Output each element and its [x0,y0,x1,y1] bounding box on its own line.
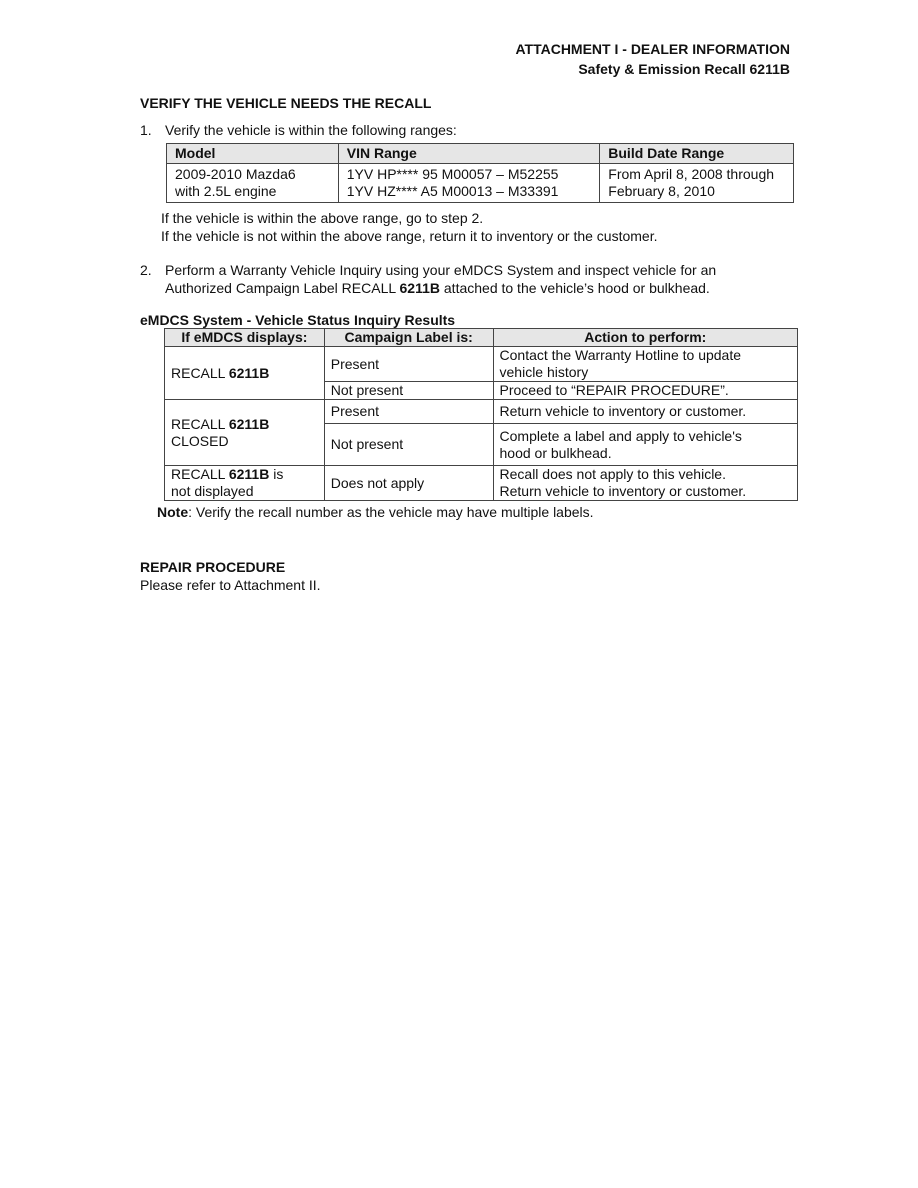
column-header-build-date-range: Build Date Range [600,144,794,164]
column-header-emdcs-displays: If eMDCS displays: [165,329,325,347]
step-2-line-1: Perform a Warranty Vehicle Inquiry using your eMDCS System and inspect vehicle for an [165,262,717,278]
action-cell: Complete a label and apply to vehicle's hood or bulkhead. [493,424,797,466]
column-header-vin-range: VIN Range [338,144,600,164]
campaign-label-cell: Present [324,400,493,424]
action-cell: Proceed to “REPAIR PROCEDURE”. [493,382,797,400]
step-2-line-2: Authorized Campaign Label RECALL 6211B attached to the vehicle’s hood or bulkhead. [165,280,710,296]
model-cell: 2009-2010 Mazda6 with 2.5L engine [167,164,339,203]
repair-heading: REPAIR PROCEDURE [140,559,286,575]
build-date-cell: From April 8, 2008 through February 8, 2010 [600,164,794,203]
step-1-text: Verify the vehicle is within the following ranges: [165,122,457,138]
recall-code: 6211B [399,280,440,296]
emdcs-display-cell: RECALL 6211B CLOSED [165,400,325,466]
column-header-model: Model [167,144,339,164]
within-range-text: If the vehicle is within the above range, go to step 2. [161,210,484,226]
header-title: ATTACHMENT I - DEALER INFORMATION [515,41,790,57]
table-header-row [165,329,798,347]
campaign-label-cell: Not present [324,424,493,466]
note [157,504,594,521]
campaign-label-cell: Present [324,347,493,382]
not-within-range-text: If the vehicle is not within the above range, return it to inventory or the customer. [161,228,658,244]
verify-heading: VERIFY THE VEHICLE NEEDS THE RECALL [140,95,432,111]
column-header-campaign-label: Campaign Label is: [324,329,493,347]
column-header-action: Action to perform: [493,329,797,347]
action-cell: Recall does not apply to this vehicle. Return vehicle to inventory or customer. [493,466,797,501]
note-text: : Verify the recall number as the vehicle may have multiple labels. [188,504,594,520]
action-cell: Contact the Warranty Hotline to update vehicle history [493,347,797,382]
table-row [165,466,798,501]
step-1-number: 1. [140,122,152,138]
emdcs-display-cell: RECALL 6211B is not displayed [165,466,325,501]
action-cell: Return vehicle to inventory or customer. [493,400,797,424]
step-1 [140,122,457,139]
header-subtitle: Safety & Emission Recall 6211B [578,61,790,77]
emdcs-display-cell: RECALL 6211B [165,347,325,400]
table-row [167,164,794,203]
step-2 [140,262,716,279]
table-row [165,400,798,424]
vin-range-cell: 1YV HP**** 95 M00057 – M52255 1YV HZ**** A5 M00013 – M33391 [338,164,600,203]
emdcs-status-table [164,328,798,501]
campaign-label-cell: Does not apply [324,466,493,501]
note-label: Note [157,504,189,520]
emdcs-table-title: eMDCS System - Vehicle Status Inquiry Results [140,312,456,328]
vehicle-range-table [166,143,794,203]
campaign-label-cell: Not present [324,382,493,400]
table-header-row [167,144,794,164]
repair-text: Please refer to Attachment II. [140,577,321,593]
table-row [165,347,798,382]
step-2-number: 2. [140,262,152,278]
